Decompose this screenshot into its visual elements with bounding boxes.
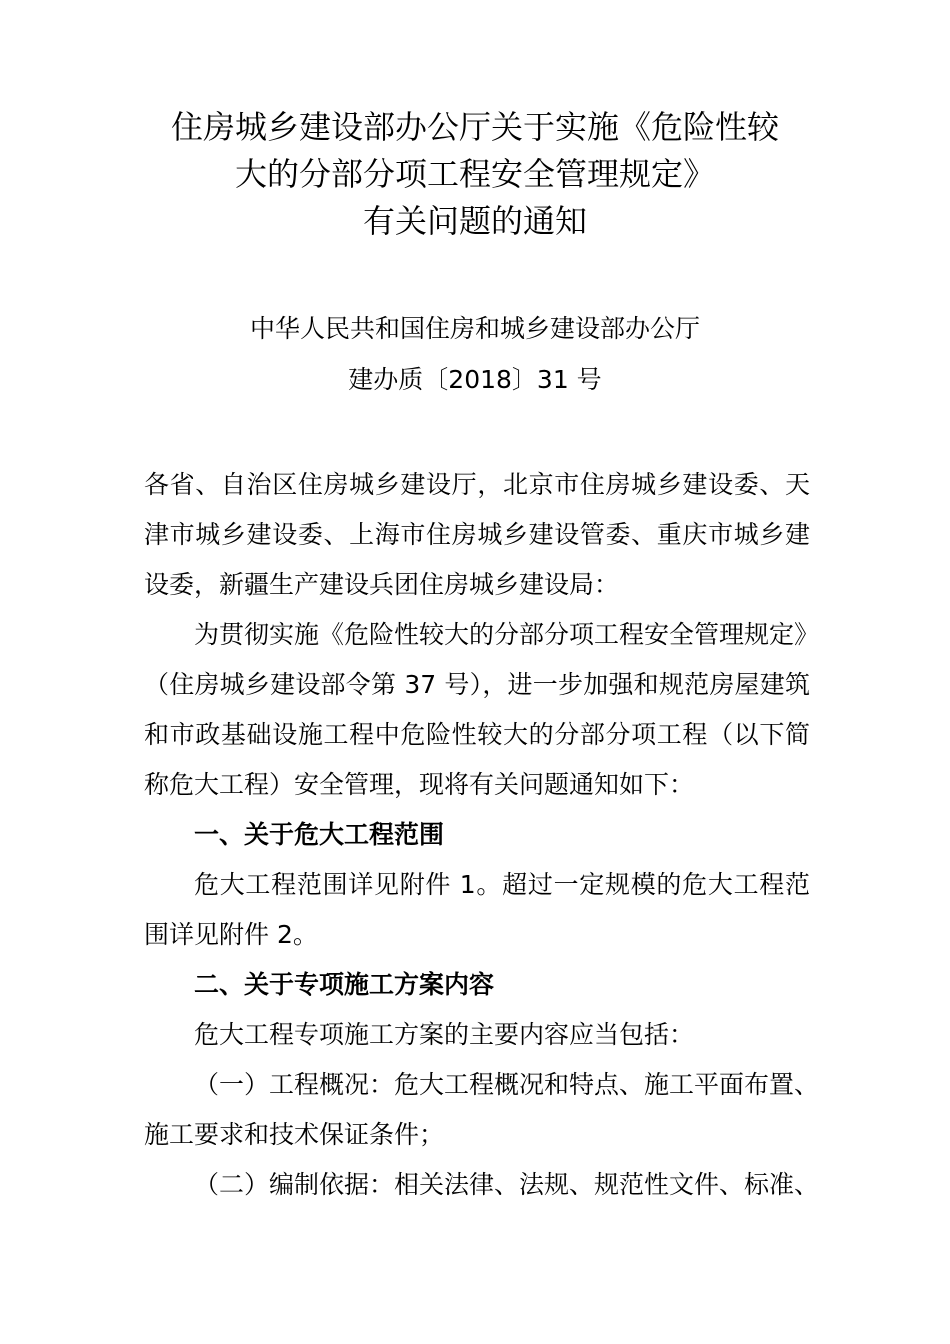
intro-line: 为贯彻实施《危险性较大的分部分项工程安全管理规定》: [194, 620, 820, 649]
addressee-line: 津市城乡建设委、上海市住房城乡建设管委、重庆市城乡建: [144, 520, 810, 549]
document-number: 建办质〔2018〕31 号: [348, 365, 602, 394]
scope-line: 围详见附件 2。: [144, 920, 318, 949]
section-heading-1: 一、关于危大工程范围: [194, 820, 445, 849]
list-item-2-line: （二）编制依据：相关法律、法规、规范性文件、标准、: [194, 1170, 820, 1199]
title-line-3: 有关问题的通知: [362, 202, 587, 240]
document-body: [144, 460, 820, 1210]
list-item-1-line: （一）工程概况：危大工程概况和特点、施工平面布置、: [194, 1070, 820, 1099]
intro-line: 和市政基础设施工程中危险性较大的分部分项工程（以下简: [144, 720, 810, 749]
plan-intro-line: 危大工程专项施工方案的主要内容应当包括：: [194, 1020, 695, 1049]
scope-line: 危大工程范围详见附件 1。超过一定规模的危大工程范: [194, 870, 810, 899]
list-item-1-line: 施工要求和技术保证条件；: [144, 1120, 445, 1149]
issuing-authority: 中华人民共和国住房和城乡建设部办公厅: [249, 314, 700, 343]
title-line-2: 大的分部分项工程安全管理规定》: [234, 155, 715, 193]
addressee-line: 设委，新疆生产建设兵团住房城乡建设局：: [144, 570, 620, 599]
title-line-1: 住房城乡建设部办公厅关于实施《危险性较: [170, 108, 779, 146]
intro-line: （住房城乡建设部令第 37 号），进一步加强和规范房屋建筑: [144, 670, 810, 699]
section-heading-2: 二、关于专项施工方案内容: [194, 970, 495, 999]
intro-line: 称危大工程）安全管理，现将有关问题通知如下：: [144, 770, 695, 799]
document-title: [130, 104, 820, 245]
addressee-line: 各省、自治区住房城乡建设厅，北京市住房城乡建设委、天: [144, 470, 810, 499]
